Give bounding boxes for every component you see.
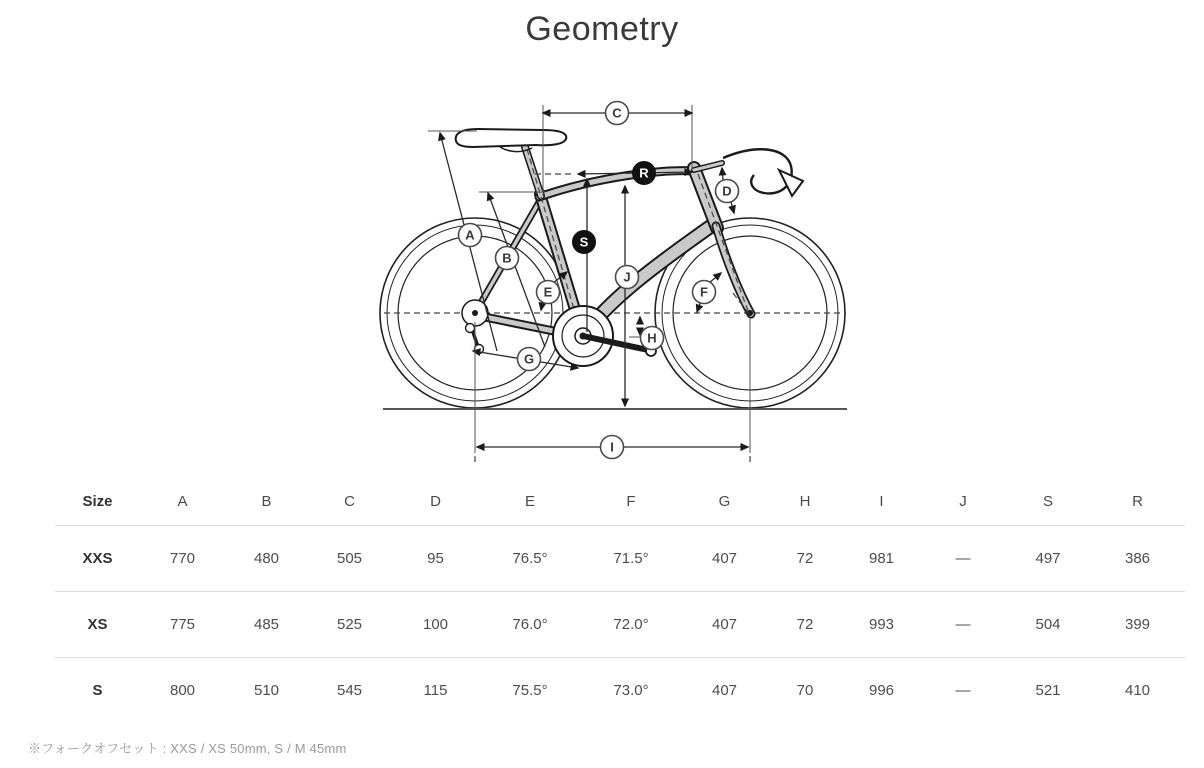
svg-text:C: C bbox=[612, 105, 622, 121]
marker-badge-B bbox=[496, 247, 519, 270]
value-cell: 775 bbox=[140, 591, 225, 657]
svg-text:H: H bbox=[647, 330, 657, 346]
value-cell: 993 bbox=[843, 591, 920, 657]
value-cell: 72.0° bbox=[580, 591, 682, 657]
value-cell: 72 bbox=[767, 591, 843, 657]
value-cell: 399 bbox=[1090, 591, 1185, 657]
geometry-table bbox=[55, 478, 1185, 723]
svg-text:R: R bbox=[639, 165, 649, 181]
marker-badge-S bbox=[573, 231, 596, 254]
marker-badge-H bbox=[641, 327, 664, 350]
bike-geometry-diagram bbox=[370, 80, 870, 480]
value-cell: — bbox=[920, 591, 1006, 657]
marker-badge-G bbox=[518, 348, 541, 371]
value-cell: 497 bbox=[1006, 525, 1090, 591]
col-header-a: A bbox=[140, 478, 225, 525]
marker-badge-J bbox=[616, 266, 639, 289]
value-cell: 510 bbox=[253, 681, 280, 699]
value-cell: 521 bbox=[1035, 681, 1061, 699]
value-cell: 525 bbox=[308, 591, 391, 657]
svg-text:F: F bbox=[700, 284, 708, 300]
value-cell: 770 bbox=[140, 525, 225, 591]
table-row-xxs bbox=[55, 525, 1185, 591]
marker-badge-C bbox=[606, 102, 629, 125]
svg-text:E: E bbox=[543, 284, 553, 300]
value-cell: 73.0° bbox=[613, 681, 649, 699]
value-cell: 981 bbox=[843, 525, 920, 591]
value-cell: 100 bbox=[391, 591, 480, 657]
value-cell: 800 bbox=[169, 681, 196, 699]
table-row-xs bbox=[55, 591, 1185, 657]
value-cell: 485 bbox=[225, 591, 308, 657]
value-cell: 95 bbox=[391, 525, 480, 591]
value-cell: 407 bbox=[682, 525, 767, 591]
col-header-e: E bbox=[480, 478, 580, 525]
marker-badge-I bbox=[601, 436, 624, 459]
value-cell: 71.5° bbox=[580, 525, 682, 591]
value-cell: 72 bbox=[767, 525, 843, 591]
value-cell: 504 bbox=[1006, 591, 1090, 657]
value-cell: 386 bbox=[1090, 525, 1185, 591]
value-cell: 75.5° bbox=[512, 681, 548, 699]
col-header-size: Size bbox=[55, 478, 140, 525]
bike-frame bbox=[475, 147, 751, 337]
value-cell: 407 bbox=[711, 681, 738, 699]
value-cell: 996 bbox=[868, 681, 895, 699]
page-title: Geometry bbox=[525, 10, 679, 48]
saddle bbox=[456, 129, 567, 152]
marker-badge-R bbox=[633, 162, 656, 185]
col-header-s: S bbox=[1006, 478, 1090, 525]
value-cell: 505 bbox=[308, 525, 391, 591]
size-cell: XXS bbox=[55, 525, 140, 591]
size-cell: S bbox=[92, 681, 103, 699]
marker-badge-F bbox=[693, 281, 716, 304]
value-cell: 115 bbox=[423, 681, 448, 699]
svg-text:I: I bbox=[610, 439, 614, 455]
svg-text:B: B bbox=[502, 250, 512, 266]
value-cell: 410 bbox=[1124, 681, 1151, 699]
svg-text:S: S bbox=[579, 234, 589, 250]
col-header-f: F bbox=[580, 478, 682, 525]
svg-text:J: J bbox=[623, 269, 631, 285]
col-header-g: G bbox=[682, 478, 767, 525]
table-row-s bbox=[55, 657, 1185, 723]
svg-text:G: G bbox=[523, 351, 535, 367]
col-header-d: D bbox=[391, 478, 480, 525]
col-header-i: I bbox=[843, 478, 920, 525]
svg-text:D: D bbox=[722, 183, 732, 199]
fork-offset-note: ※フォークオフセット : XXS / XS 50mm, S / M 45mm bbox=[28, 741, 347, 756]
svg-text:A: A bbox=[465, 227, 475, 243]
marker-badge-E bbox=[537, 281, 560, 304]
value-cell: 76.0° bbox=[480, 591, 580, 657]
value-cell: 545 bbox=[336, 681, 363, 699]
col-header-b: B bbox=[225, 478, 308, 525]
col-header-r: R bbox=[1090, 478, 1185, 525]
table-header-row bbox=[55, 478, 1185, 525]
marker-badge-D bbox=[716, 180, 739, 203]
value-cell: 76.5° bbox=[480, 525, 580, 591]
value-cell: — bbox=[955, 681, 971, 699]
value-cell: 480 bbox=[225, 525, 308, 591]
value-cell: 407 bbox=[682, 591, 767, 657]
value-cell: 70 bbox=[796, 681, 814, 699]
col-header-j: J bbox=[920, 478, 1006, 525]
value-cell: — bbox=[920, 525, 1006, 591]
size-cell: XS bbox=[55, 591, 140, 657]
col-header-c: C bbox=[308, 478, 391, 525]
marker-badge-A bbox=[459, 224, 482, 247]
col-header-h: H bbox=[767, 478, 843, 525]
